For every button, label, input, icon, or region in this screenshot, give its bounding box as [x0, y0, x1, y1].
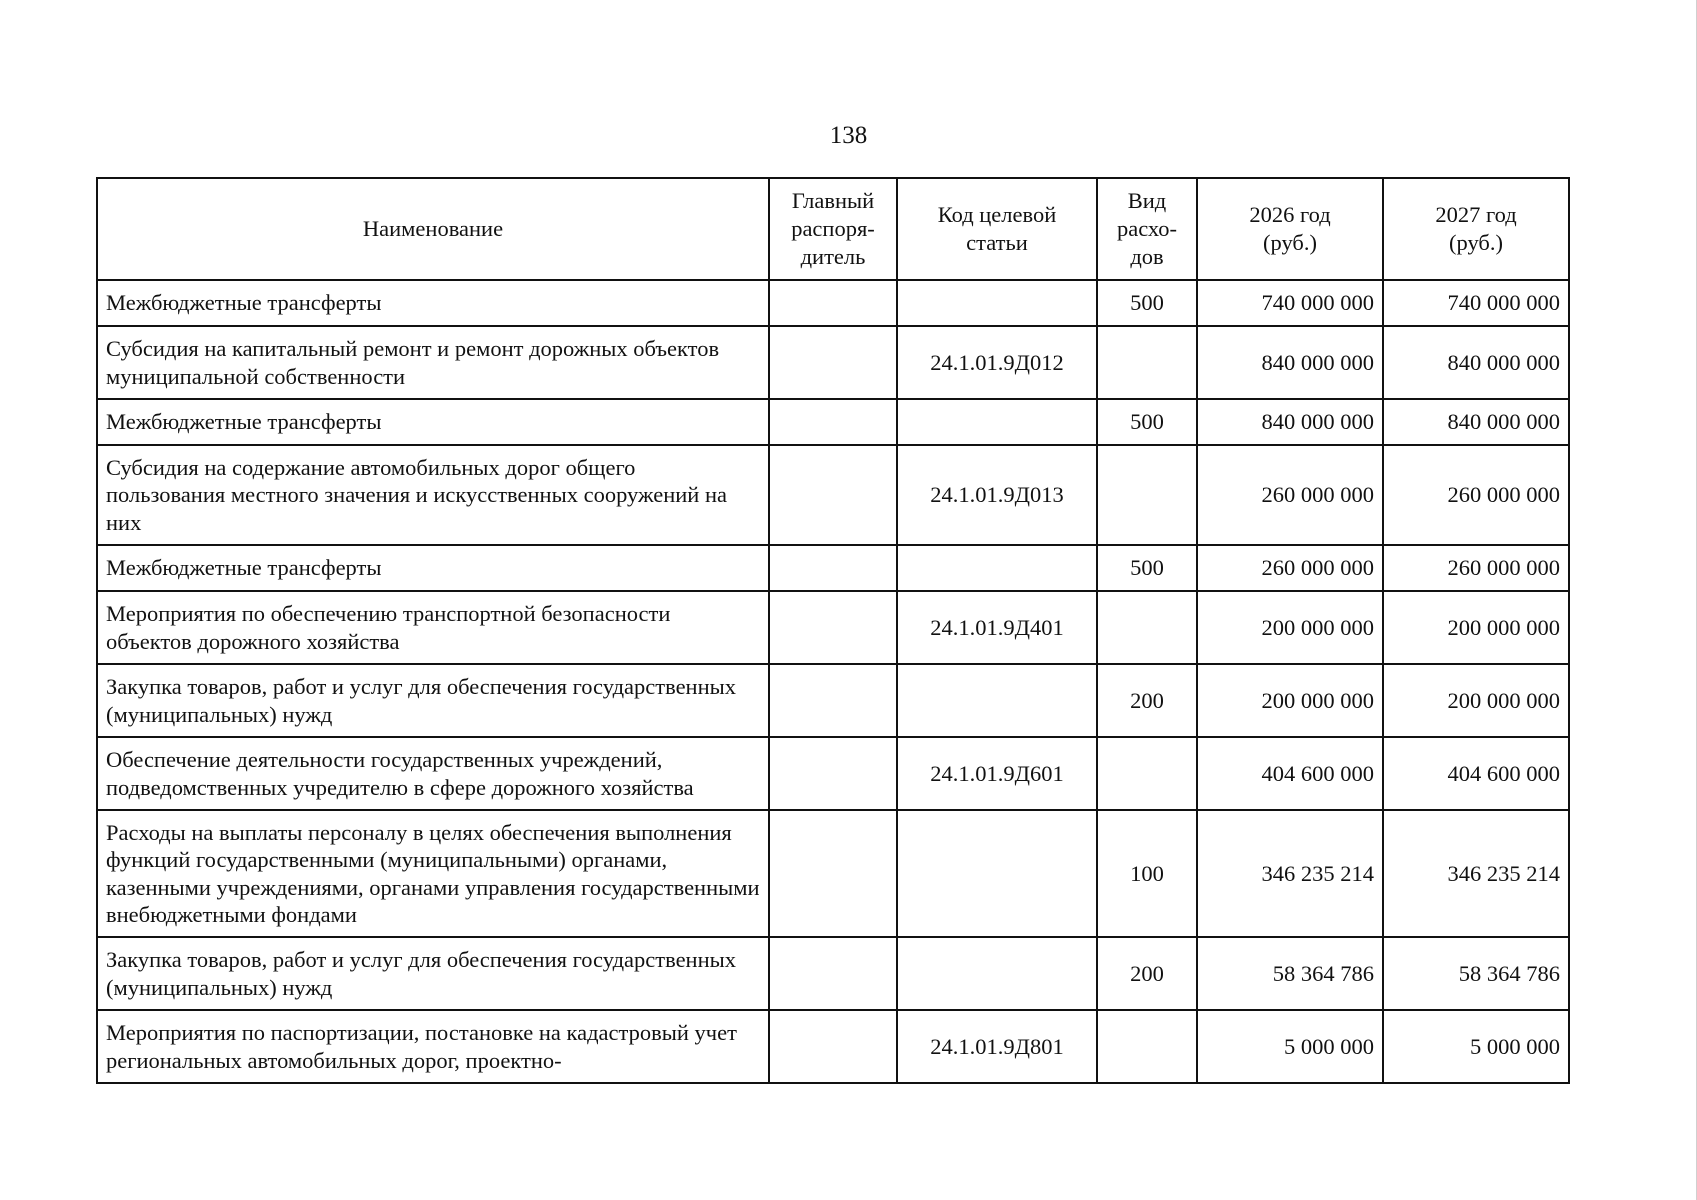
cell-main-manager: [769, 591, 897, 664]
cell-2027: 346 235 214: [1383, 810, 1569, 937]
table-row: [97, 280, 1569, 326]
cell-expense-type: [1097, 591, 1197, 664]
cell-target-code: [897, 280, 1097, 326]
cell-expense-type: 500: [1097, 399, 1197, 445]
table-row: [97, 326, 1569, 399]
cell-2027: 200 000 000: [1383, 664, 1569, 737]
cell-expense-type: [1097, 445, 1197, 545]
table-row: [97, 737, 1569, 810]
cell-expense-type: 200: [1097, 664, 1197, 737]
cell-2027: 58 364 786: [1383, 937, 1569, 1010]
cell-2026: 260 000 000: [1197, 445, 1383, 545]
table-row: [97, 1010, 1569, 1083]
cell-main-manager: [769, 545, 897, 591]
header-year-2027: 2027 год (руб.): [1383, 178, 1569, 280]
cell-main-manager: [769, 810, 897, 937]
cell-2027: 404 600 000: [1383, 737, 1569, 810]
cell-target-code: [897, 937, 1097, 1010]
cell-name: Обеспечение деятельности государственных учреждений, подведомственных учредителю в сфере дорожного хозяйства: [97, 737, 769, 810]
cell-main-manager: [769, 664, 897, 737]
cell-2026: 346 235 214: [1197, 810, 1383, 937]
cell-main-manager: [769, 326, 897, 399]
cell-expense-type: 200: [1097, 937, 1197, 1010]
cell-main-manager: [769, 737, 897, 810]
cell-expense-type: 500: [1097, 545, 1197, 591]
page-number: 138: [829, 122, 868, 149]
cell-2027: 5 000 000: [1383, 1010, 1569, 1083]
header-name: Наименование: [97, 178, 769, 280]
cell-2026: 840 000 000: [1197, 326, 1383, 399]
table-row: [97, 445, 1569, 545]
cell-name: Мероприятия по паспортизации, постановке на кадастровый учет региональных автомобильных дорог, проектно-: [97, 1010, 769, 1083]
cell-target-code: [897, 664, 1097, 737]
cell-name: Закупка товаров, работ и услуг для обеспечения государственных (муниципальных) нужд: [97, 937, 769, 1010]
cell-main-manager: [769, 280, 897, 326]
cell-2027: 260 000 000: [1383, 445, 1569, 545]
header-main-manager: Главный распоря- дитель: [769, 178, 897, 280]
cell-2026: 740 000 000: [1197, 280, 1383, 326]
cell-main-manager: [769, 399, 897, 445]
cell-2026: 5 000 000: [1197, 1010, 1383, 1083]
table-row: [97, 937, 1569, 1010]
cell-target-code: 24.1.01.9Д012: [897, 326, 1097, 399]
cell-main-manager: [769, 937, 897, 1010]
cell-2026: 58 364 786: [1197, 937, 1383, 1010]
cell-2026: 840 000 000: [1197, 399, 1383, 445]
cell-main-manager: [769, 445, 897, 545]
cell-name: Мероприятия по обеспечению транспортной безопасности объектов дорожного хозяйства: [97, 591, 769, 664]
cell-target-code: 24.1.01.9Д401: [897, 591, 1097, 664]
cell-name: Субсидия на содержание автомобильных дорог общего пользования местного значения и искусственных сооружений на них: [97, 445, 769, 545]
cell-name: Межбюджетные трансферты: [97, 399, 769, 445]
cell-expense-type: 500: [1097, 280, 1197, 326]
cell-target-code: [897, 545, 1097, 591]
header-year-2026: 2026 год (руб.): [1197, 178, 1383, 280]
cell-2027: 200 000 000: [1383, 591, 1569, 664]
table-row: [97, 591, 1569, 664]
cell-2026: 404 600 000: [1197, 737, 1383, 810]
cell-name: Расходы на выплаты персоналу в целях обеспечения выполнения функций государственными (муниципальными) органами, казенными учреждениями, органами управления государственными внебюджетными фондами: [97, 810, 769, 937]
cell-2027: 840 000 000: [1383, 326, 1569, 399]
cell-2026: 200 000 000: [1197, 591, 1383, 664]
table-row: [97, 545, 1569, 591]
cell-target-code: [897, 810, 1097, 937]
cell-expense-type: [1097, 326, 1197, 399]
cell-2027: 740 000 000: [1383, 280, 1569, 326]
cell-name: Субсидия на капитальный ремонт и ремонт дорожных объектов муниципальной собственности: [97, 326, 769, 399]
cell-expense-type: 100: [1097, 810, 1197, 937]
cell-name: Межбюджетные трансферты: [97, 545, 769, 591]
table-row: [97, 399, 1569, 445]
table-row: [97, 810, 1569, 937]
cell-target-code: 24.1.01.9Д013: [897, 445, 1097, 545]
cell-expense-type: [1097, 1010, 1197, 1083]
table-row: [97, 664, 1569, 737]
cell-target-code: 24.1.01.9Д601: [897, 737, 1097, 810]
cell-target-code: 24.1.01.9Д801: [897, 1010, 1097, 1083]
header-expense-type: Вид расхо- дов: [1097, 178, 1197, 280]
cell-main-manager: [769, 1010, 897, 1083]
cell-name: Закупка товаров, работ и услуг для обеспечения государственных (муниципальных) нужд: [97, 664, 769, 737]
cell-2026: 260 000 000: [1197, 545, 1383, 591]
header-target-code: Код целевой статьи: [897, 178, 1097, 280]
cell-2027: 840 000 000: [1383, 399, 1569, 445]
cell-2026: 200 000 000: [1197, 664, 1383, 737]
cell-target-code: [897, 399, 1097, 445]
cell-expense-type: [1097, 737, 1197, 810]
budget-table: [96, 177, 1570, 1084]
cell-2027: 260 000 000: [1383, 545, 1569, 591]
table-header-row: [97, 178, 1569, 280]
cell-name: Межбюджетные трансферты: [97, 280, 769, 326]
